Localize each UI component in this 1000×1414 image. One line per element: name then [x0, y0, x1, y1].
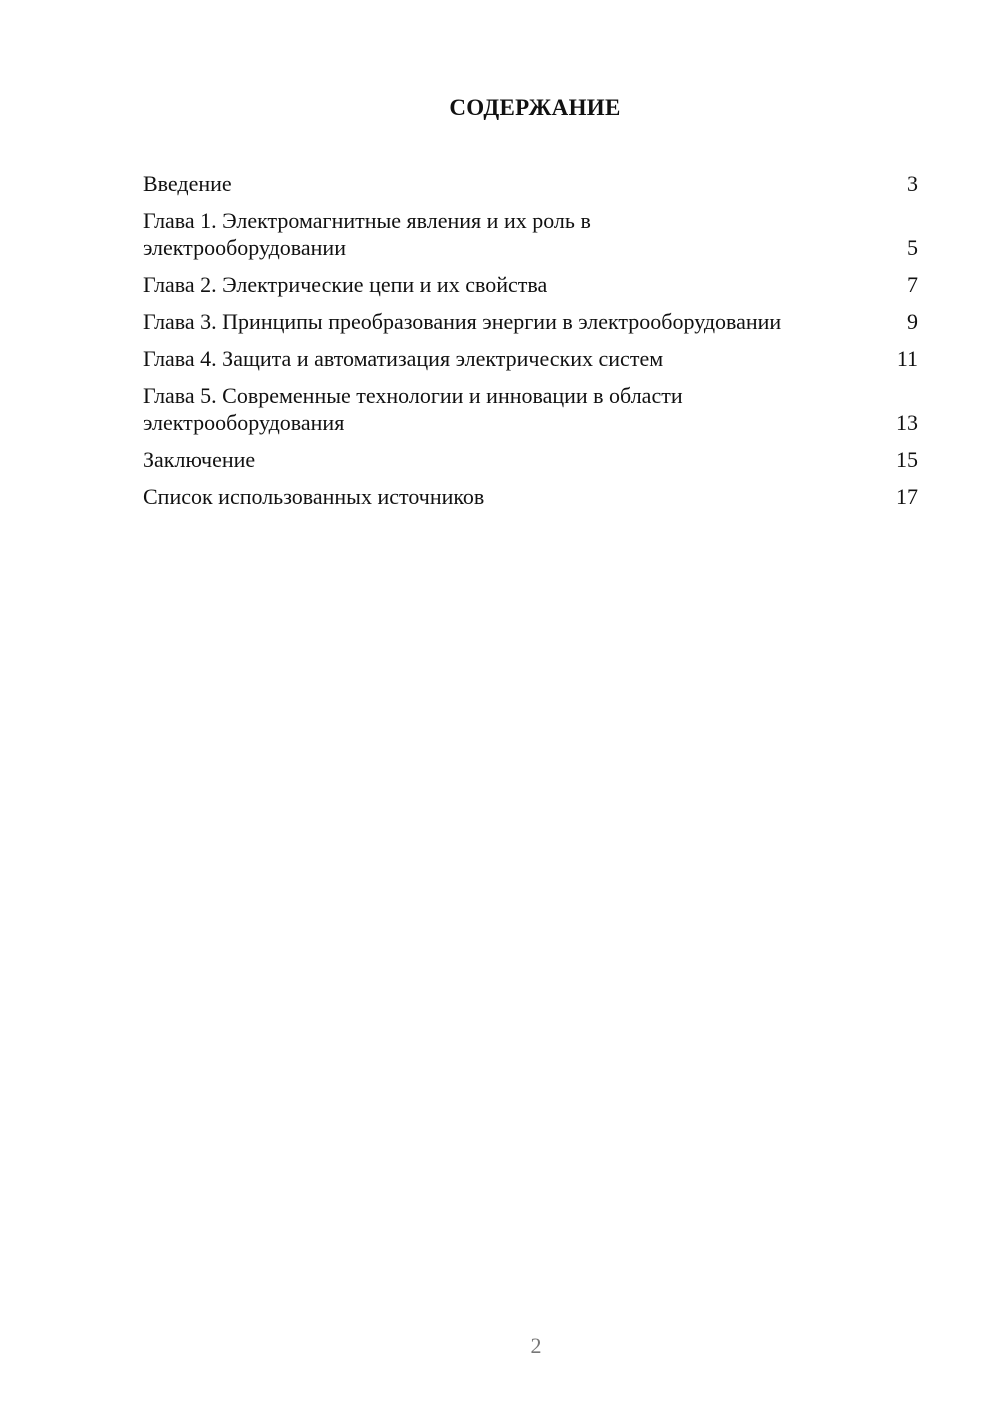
toc-entry-page: 11 — [896, 346, 918, 371]
toc-entry-references — [143, 483, 918, 510]
toc-entry-title: Глава 4. Защита и автоматизация электрических систем — [143, 346, 664, 371]
toc-entry-title: Заключение — [143, 447, 256, 472]
toc-entry-introduction — [143, 170, 918, 197]
toc-entry-page: 13 — [896, 410, 918, 435]
toc-entry-page: 15 — [896, 447, 918, 472]
toc-entry-page: 5 — [907, 235, 918, 260]
toc-entry-title: Список использованных источников — [143, 484, 485, 509]
toc-entry-page: 17 — [896, 484, 918, 509]
table-of-contents — [143, 170, 918, 520]
toc-entry-title: Глава 2. Электрические цепи и их свойства — [143, 272, 548, 297]
toc-entry-title: Глава 5. Современные технологии и инновации в области электрооборудования — [143, 383, 683, 435]
page-number: 2 — [530, 1333, 542, 1358]
toc-entry-page: 7 — [907, 272, 918, 297]
toc-entry-conclusion — [143, 446, 918, 473]
toc-entry-chapter-5 — [143, 382, 918, 436]
toc-entry-title: Глава 1. Электромагнитные явления и их роль в электрооборудовании — [143, 208, 591, 260]
toc-entry-chapter-3 — [143, 308, 918, 335]
toc-entry-page: 3 — [907, 171, 918, 196]
toc-entry-title: Введение — [143, 171, 232, 196]
toc-entry-chapter-1 — [143, 207, 918, 261]
toc-entry-chapter-2 — [143, 271, 918, 298]
toc-entry-chapter-4 — [143, 345, 918, 372]
toc-entry-page: 9 — [907, 309, 918, 334]
toc-entry-title: Глава 3. Принципы преобразования энергии в электрооборудовании — [143, 309, 782, 334]
toc-heading: СОДЕРЖАНИЕ — [449, 95, 621, 120]
